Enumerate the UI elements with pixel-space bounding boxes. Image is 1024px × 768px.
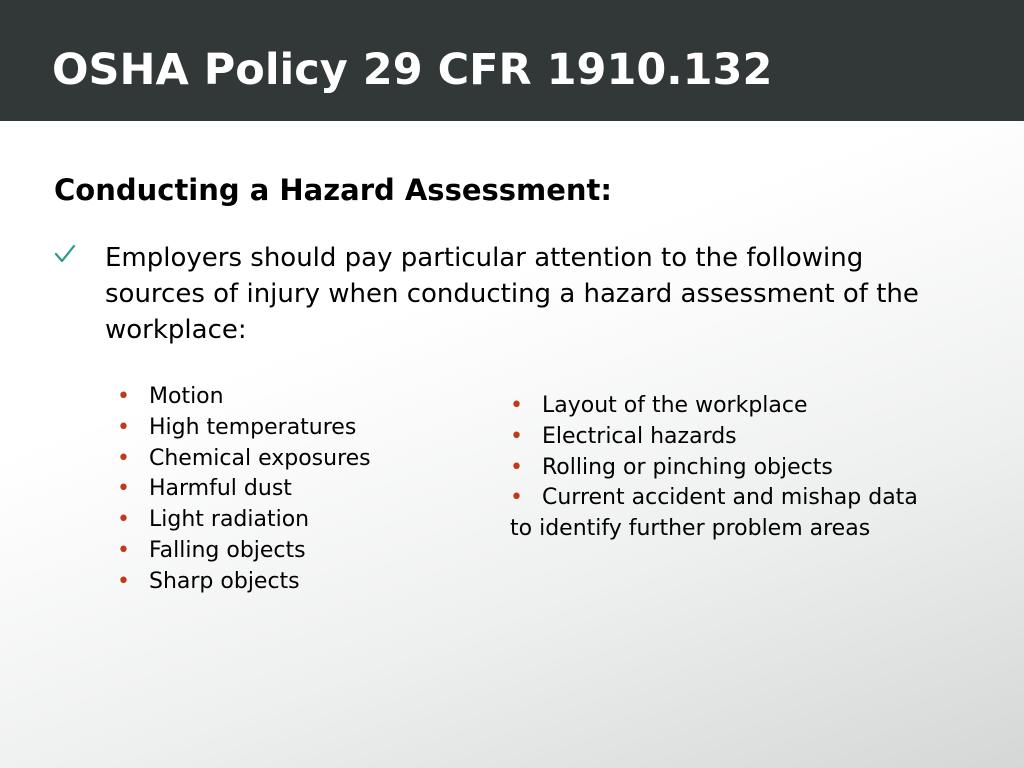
list-item [117, 474, 457, 505]
title-bar [0, 0, 1024, 121]
list-item-text: Harmful dust [149, 476, 292, 502]
bullet-dot: • [117, 445, 130, 471]
bullet-dot: • [117, 537, 130, 563]
list-item-text: Layout of the workplace [542, 393, 808, 418]
list-item [510, 422, 940, 453]
hazard-list-right [510, 391, 940, 545]
list-item-text: Current accident and mishap data to identify further problem areas [510, 485, 918, 542]
list-item-text: Sharp objects [149, 568, 300, 594]
section-heading: Conducting a Hazard Assessment: [54, 173, 613, 207]
list-item-text: High temperatures [149, 414, 357, 440]
list-item [510, 453, 940, 484]
hazard-list-left [117, 382, 457, 598]
list-item [117, 382, 457, 413]
list-item-text: Chemical exposures [149, 445, 371, 471]
list-item-text: Motion [149, 384, 224, 409]
bullet-dot: • [117, 568, 130, 594]
checkmark-icon [54, 243, 76, 265]
bullet-dot: • [117, 414, 130, 440]
bullet-dot: • [510, 454, 523, 480]
list-item-text: Electrical hazards [542, 423, 737, 449]
list-item-text: Rolling or pinching objects [542, 454, 833, 480]
list-item [117, 536, 457, 567]
list-item [117, 505, 457, 536]
main-bullet-text: Employers should pay particular attention to the following sources of injury when conducting a hazard assessment of the workplace: [105, 243, 919, 345]
bullet-dot: • [117, 384, 130, 409]
list-item [510, 391, 940, 422]
bullet-dot: • [510, 423, 523, 449]
list-item [117, 567, 457, 598]
bullet-dot: • [117, 507, 130, 533]
bullet-dot: • [510, 485, 523, 511]
bullet-dot: • [117, 476, 130, 502]
list-item [117, 444, 457, 475]
list-item [510, 483, 940, 545]
bullet-dot: • [510, 393, 523, 418]
list-item-text: Falling objects [149, 537, 306, 563]
list-item [117, 413, 457, 444]
slide-title: OSHA Policy 29 CFR 1910.132 [52, 45, 773, 95]
list-item-text: Light radiation [149, 507, 310, 533]
